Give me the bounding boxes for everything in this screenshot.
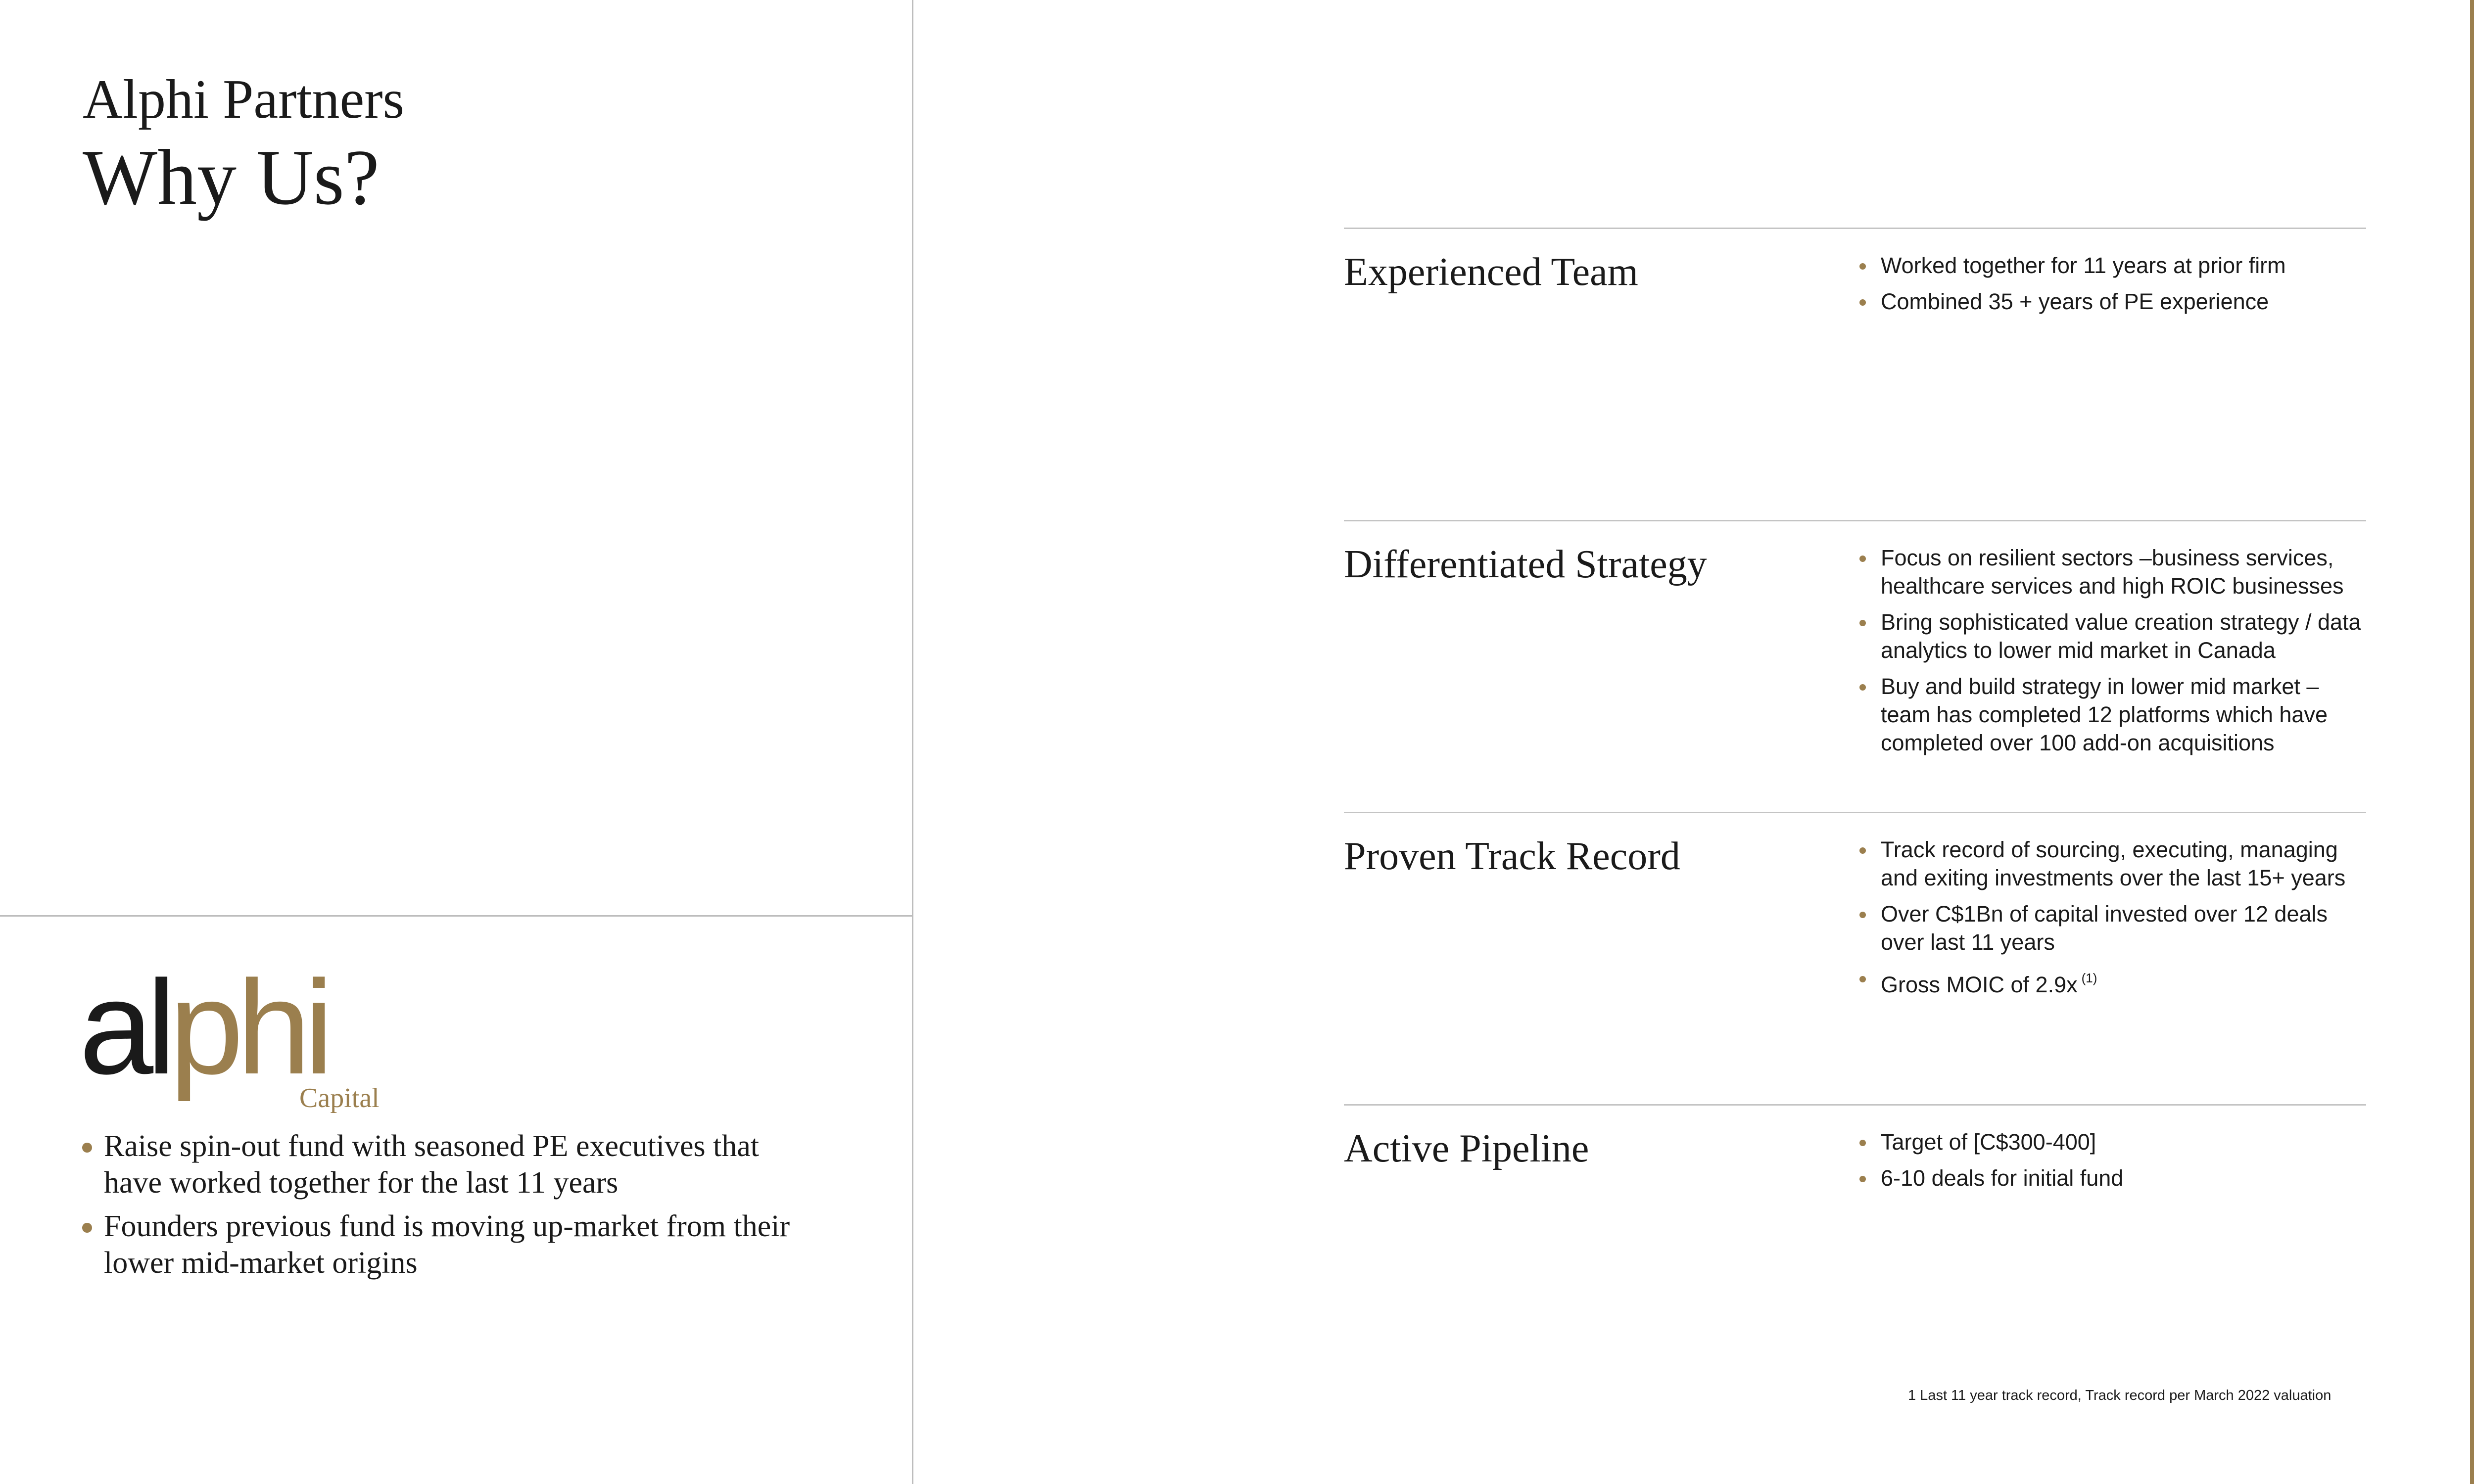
section-bullet-list (1858, 544, 2368, 765)
section-heading: Differentiated Strategy (1344, 543, 1707, 586)
summary-bullet-text: Raise spin-out fund with seasoned PE executives that have worked together for the last 11 years (104, 1129, 760, 1200)
bullet-dot-icon (82, 1223, 92, 1233)
bullet-dot-icon (1859, 912, 1866, 918)
section-heading: Experienced Team (1344, 250, 1638, 294)
alphi-capital-logo (79, 970, 396, 1118)
section-bullet (1858, 251, 2368, 279)
section-divider (1344, 1104, 2366, 1106)
section-bullet (1858, 1164, 2368, 1192)
section-bullet (1858, 1128, 2368, 1156)
bullet-dot-icon (1859, 1176, 1866, 1182)
section-heading: Proven Track Record (1344, 835, 1680, 878)
section-bullet-text: Gross MOIC of 2.9x (1881, 972, 2078, 997)
section-bullet (1858, 608, 2368, 664)
section-bullet-text: Over C$1Bn of capital invested over 12 deals over last 11 years (1881, 901, 2328, 955)
company-name: Alphi Partners (83, 69, 405, 130)
section-bullet-text: Bring sophisticated value creation strategy / data analytics to lower mid market in Canada (1881, 609, 2361, 663)
vertical-divider (912, 0, 913, 1484)
summary-bullet-text: Founders previous fund is moving up-market from their lower mid-market origins (104, 1209, 790, 1280)
section-bullet-text: Track record of sourcing, executing, managing and exiting investments over the last 15+ years (1881, 837, 2346, 890)
section-bullet (1858, 544, 2368, 600)
section-heading: Active Pipeline (1344, 1127, 1589, 1170)
bullet-dot-icon (1859, 684, 1866, 691)
section-bullet-text: Target of [C$300-400] (1881, 1129, 2096, 1155)
footnote-marker: (1) (2081, 971, 2097, 985)
bullet-dot-icon (1859, 847, 1866, 854)
logo-dark-text: al (79, 970, 170, 1102)
section-bullet (1858, 900, 2368, 956)
section-bullet-text: Focus on resilient sectors –business services, healthcare services and high ROIC businesses (1881, 545, 2344, 599)
logo-text (79, 970, 327, 1103)
bullet-dot-icon (1859, 1140, 1866, 1146)
section-bullet-text: 6-10 deals for initial fund (1881, 1165, 2124, 1191)
section-bullet-list (1858, 835, 2368, 1007)
section-bullet-text: Combined 35 + years of PE experience (1881, 289, 2269, 314)
logo-subtext: Capital (299, 1083, 380, 1113)
summary-bullet (79, 1128, 821, 1201)
bullet-dot-icon (1859, 976, 1866, 982)
section-divider (1344, 228, 2366, 229)
logo-accent-text: phi (169, 970, 327, 1102)
section-bullet (1858, 835, 2368, 892)
section-bullet-list (1858, 251, 2368, 324)
page-title: Why Us? (83, 133, 380, 221)
side-band (2470, 0, 2474, 1484)
section-bullet (1858, 287, 2368, 316)
bullet-dot-icon (1859, 263, 1866, 270)
summary-bullet-list (79, 1128, 821, 1288)
footnote: 1 Last 11 year track record, Track record per March 2022 valuation (1908, 1388, 2331, 1403)
bullet-dot-icon (1859, 299, 1866, 306)
bullet-dot-icon (1859, 556, 1866, 562)
bullet-dot-icon (82, 1143, 92, 1153)
section-divider (1344, 812, 2366, 813)
section-bullet (1858, 964, 2368, 999)
section-bullet (1858, 672, 2368, 757)
section-bullet-text: Worked together for 11 years at prior firm (1881, 253, 2286, 278)
section-bullet-list (1858, 1128, 2368, 1200)
summary-bullet (79, 1208, 821, 1281)
section-divider (1344, 520, 2366, 521)
section-bullet-text: Buy and build strategy in lower mid market – team has completed 12 platforms which have completed over 100 add-on acquisitions (1881, 674, 2328, 755)
bullet-dot-icon (1859, 620, 1866, 626)
left-horizontal-divider (0, 915, 913, 917)
logo-graphic (79, 970, 396, 1118)
